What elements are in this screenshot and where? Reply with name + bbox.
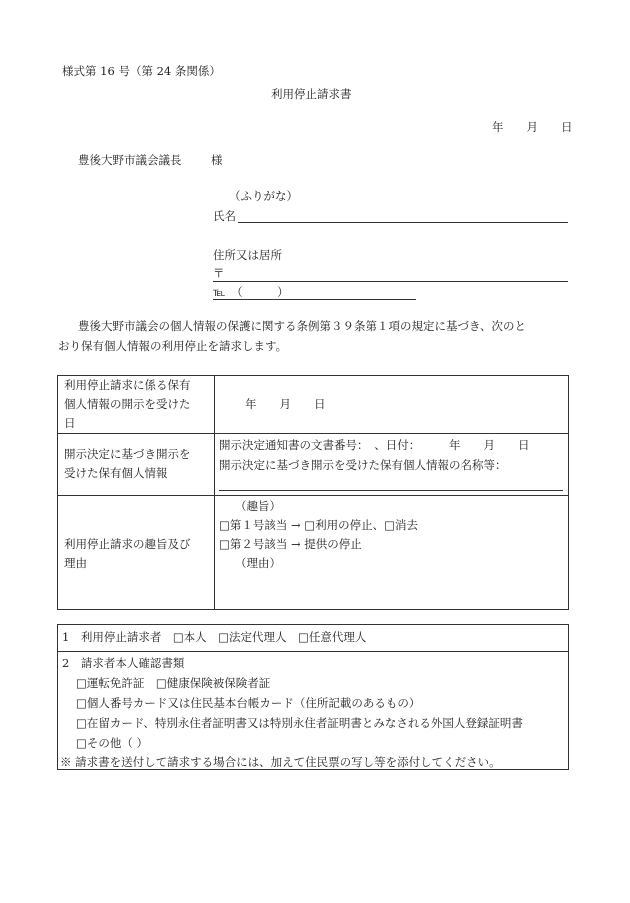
row3-option-2: □第２号該当 → 提供の停止	[219, 537, 362, 551]
table-column-divider	[214, 375, 215, 610]
address-label: 住所又は居所	[213, 248, 282, 262]
furigana-label: （ふりがな）	[229, 189, 298, 203]
row2-document-number: 開示決定通知書の文書番号： 、日付： 年 月 日	[219, 438, 530, 452]
row1-label-line-3: 日	[64, 416, 76, 430]
row3-reason-heading: （理由）	[235, 556, 281, 570]
id-item-1: □運転免許証 □健康保険被保険者証	[76, 676, 271, 690]
id-documents-heading: 2 請求者本人確認書類	[62, 656, 185, 670]
id-item-4: □その他（ ）	[76, 736, 149, 750]
mailing-note: ※ 請求書を送付して請求する場合には、加えて住民票の写し等を添付してください。	[60, 755, 501, 769]
address-underline	[213, 281, 568, 282]
date-field: 年 月 日	[492, 120, 573, 134]
tel-label: ℡ （ ）	[213, 285, 289, 299]
row3-label-line-1: 利用停止請求の趣旨及び	[64, 537, 191, 551]
row2-label-line-1: 開示決定に基づき開示を	[64, 447, 191, 461]
table-row-divider-2	[57, 495, 569, 496]
row3-option-1: □第１号該当 → □利用の停止、□消去	[219, 518, 419, 532]
addressee-honorific: 様	[211, 153, 223, 167]
row2-label-line-2: 受けた保有個人情報	[64, 466, 168, 480]
table-row-divider-1	[57, 433, 569, 434]
id-item-3: □在留カード、特別永住者証明書又は特別永住者証明書とみなされる外国人登録証明書	[76, 716, 523, 730]
name-underline	[238, 222, 568, 223]
form-title: 利用停止請求書	[271, 87, 352, 101]
form-number: 様式第 16 号（第 24 条関係）	[62, 64, 221, 78]
row2-info-name-label: 開示決定に基づき開示を受けた保有個人情報の名称等：	[219, 458, 507, 472]
intro-line-1: 豊後大野市議会の個人情報の保護に関する条例第３９条第１項の規定に基づき、次のと	[78, 319, 527, 333]
intro-line-2: おり保有個人情報の利用停止を請求します。	[58, 339, 288, 353]
row3-label-line-2: 理由	[64, 556, 87, 570]
addressee-name: 豊後大野市議会議長	[78, 153, 182, 167]
row1-label-line-1: 利用停止請求に係る保有	[64, 378, 191, 392]
requester-type-line: 1 利用停止請求者 □本人 □法定代理人 □任意代理人	[62, 630, 367, 644]
id-item-2: □個人番号カード又は住民基本台帳カード（住所記載のあるもの）	[76, 696, 421, 710]
bottom-box-divider	[57, 651, 569, 652]
name-label: 氏名	[213, 209, 236, 223]
row1-label-line-2: 個人情報の開示を受けた	[64, 397, 191, 411]
row3-purpose-heading: （趣旨）	[235, 499, 281, 513]
row1-date-value: 年 月 日	[245, 397, 326, 411]
tel-underline	[213, 299, 416, 300]
postal-mark: 〒	[213, 266, 225, 280]
row2-info-name-underline	[219, 490, 563, 491]
